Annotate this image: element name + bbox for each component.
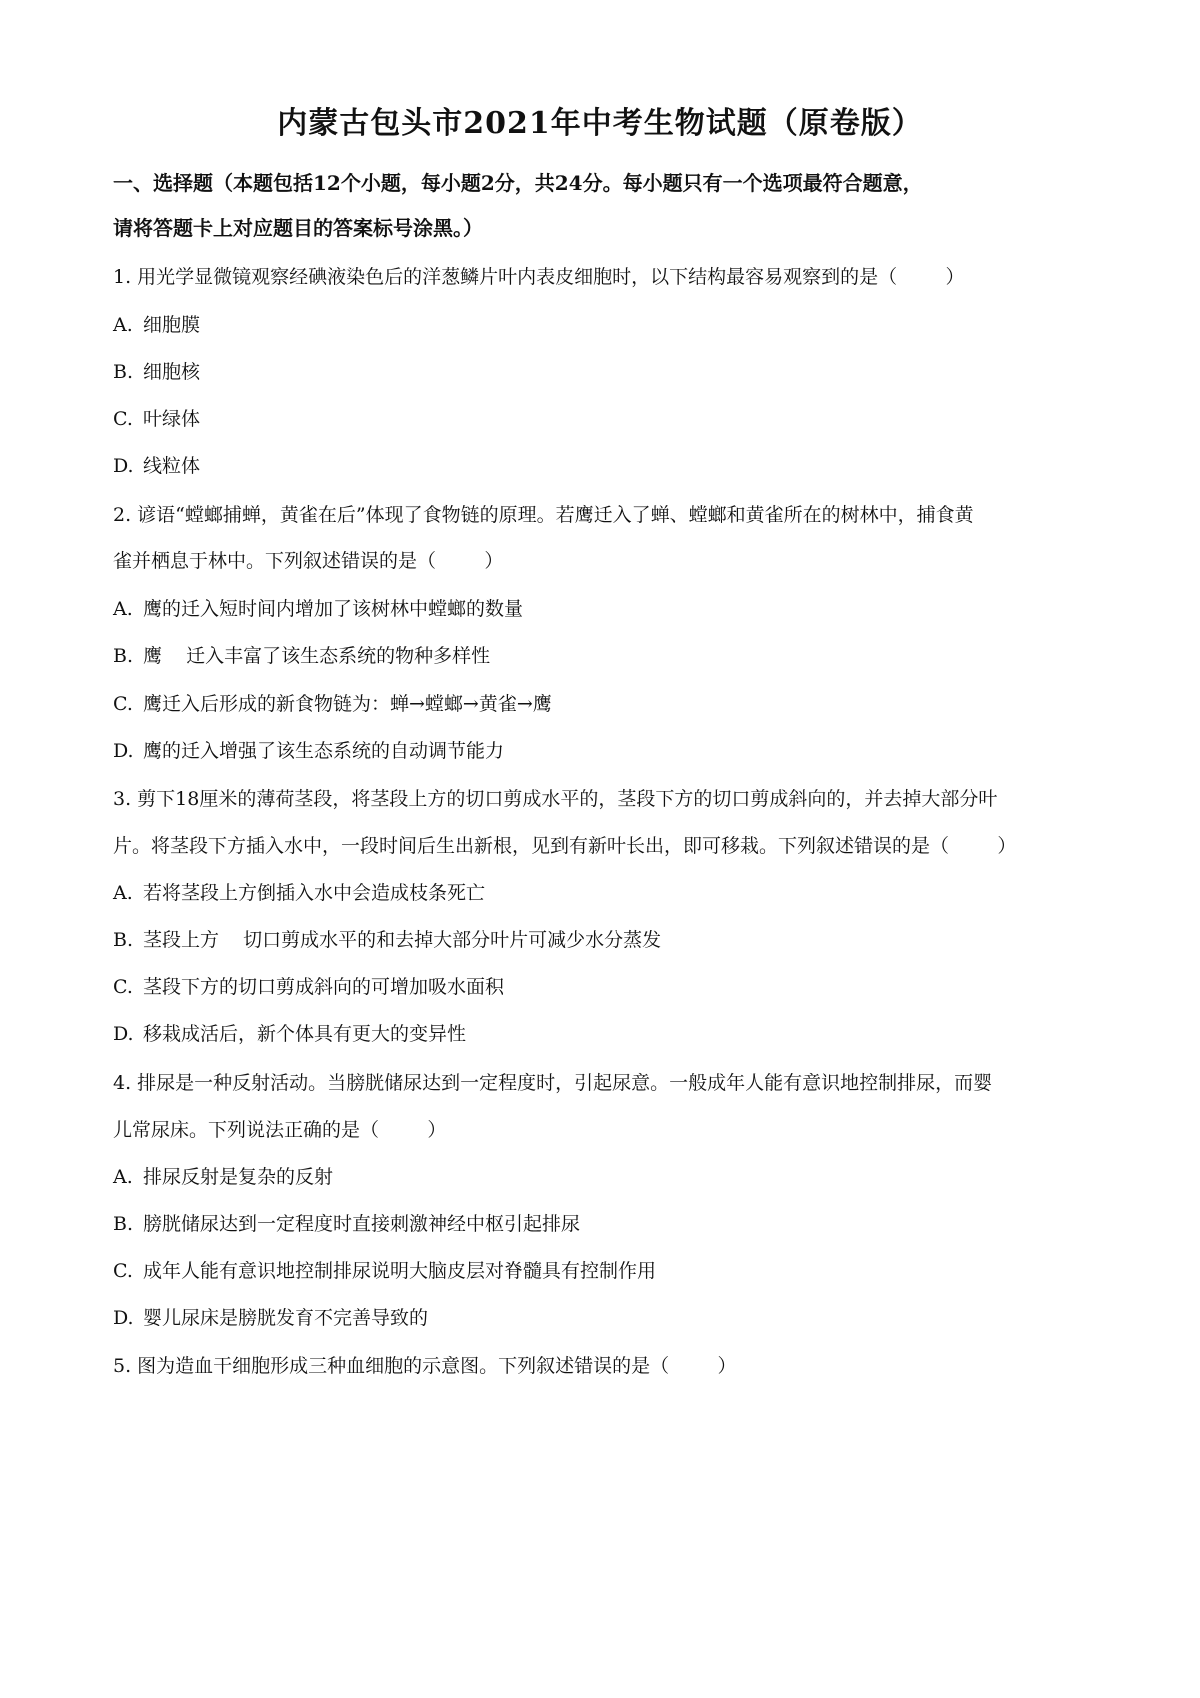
option-text: 鹰的迁入短时间内增加了该树林中螳螂的数量 [143,598,524,620]
question-2-stem-line-2: 雀并栖息于林中。下列叙述错误的是（ ） [113,550,504,572]
option-text: 细胞核 [143,361,201,383]
option-text: 茎段上方 切口剪成水平的和去掉大部分叶片可减少水分蒸发 [143,929,662,951]
question-4-option-a [113,1162,1113,1189]
question-2-option-b [113,641,1113,668]
option-letter: A. [113,314,133,336]
question-4-option-b [113,1209,1113,1236]
question-3-stem-line-2: 片。将茎段下方插入水中，一段时间后生出新根，见到有新叶长出，即可移栽。下列叙述错误的是（ ） [113,835,1017,857]
option-letter: C. [113,408,133,430]
option-text: 鹰迁入后形成的新食物链为：蝉→螳螂→黄雀→鹰 [143,693,552,715]
option-text: 茎段下方的切口剪成斜向的可增加吸水面积 [143,976,505,998]
option-text: 排尿反射是复杂的反射 [143,1166,334,1188]
option-letter: C. [113,1260,133,1282]
option-letter: D. [113,740,134,762]
question-2-stem-line-1: 2. 谚语“螳螂捕蝉，黄雀在后”体现了食物链的原理。若鹰迁入了蝉、螳螂和黄雀所在的树林中，捕食黄 [113,504,974,526]
question-3-option-a [113,878,1113,905]
option-text: 线粒体 [143,455,201,477]
question-5-stem: 5. 图为造血干细胞形成三种血细胞的示意图。下列叙述错误的是（ ） [113,1355,737,1377]
option-letter: C. [113,976,133,998]
option-text: 若将茎段上方倒插入水中会造成枝条死亡 [143,882,486,904]
question-1-option-a [113,310,1113,337]
question-2-option-c [113,689,1113,716]
option-text: 鹰的迁入增强了该生态系统的自动调节能力 [143,740,505,762]
option-letter: B. [113,929,134,951]
option-letter: A. [113,1166,133,1188]
section-heading-line-1: 一、选择题（本题包括12个小题，每小题2分，共24分。每小题只有一个选项最符合题意， [113,171,923,195]
section-heading-line-2: 请将答题卡上对应题目的答案标号涂黑。） [113,216,483,240]
option-text: 移栽成活后，新个体具有更大的变异性 [143,1023,467,1045]
option-letter: D. [113,455,134,477]
question-4-option-d [113,1303,1113,1330]
question-3-option-b [113,925,1113,952]
option-letter: B. [113,361,134,383]
option-letter: B. [113,1213,134,1235]
option-letter: C. [113,693,133,715]
question-1-option-c [113,404,1113,431]
question-2-option-d [113,736,1113,763]
question-3-option-c [113,972,1113,999]
option-letter: B. [113,645,134,667]
question-3-stem-line-1: 3. 剪下18厘米的薄荷茎段，将茎段上方的切口剪成水平的，茎段下方的切口剪成斜向的，并去掉大部分叶 [113,788,998,810]
option-text: 婴儿尿床是膀胱发育不完善导致的 [143,1307,429,1329]
option-letter: A. [113,598,133,620]
option-letter: D. [113,1307,134,1329]
option-text: 膀胱储尿达到一定程度时直接刺激神经中枢引起排尿 [143,1213,581,1235]
question-1-option-d [113,451,1113,478]
option-text: 叶绿体 [143,408,201,430]
option-letter: A. [113,882,133,904]
option-text: 鹰 迁入丰富了该生态系统的物种多样性 [143,645,491,667]
question-2-option-a [113,594,1113,621]
option-letter: D. [113,1023,134,1045]
question-3-option-d [113,1019,1113,1046]
option-text: 成年人能有意识地控制排尿说明大脑皮层对脊髓具有控制作用 [143,1260,657,1282]
page-title: 内蒙古包头市2021年中考生物试题（原卷版） [277,106,923,141]
question-1-stem: 1. 用光学显微镜观察经碘液染色后的洋葱鳞片叶内表皮细胞时，以下结构最容易观察到的是（ ） [113,266,965,288]
option-text: 细胞膜 [143,314,201,336]
question-4-option-c [113,1256,1113,1283]
question-4-stem-line-2: 儿常尿床。下列说法正确的是（ ） [113,1119,447,1141]
question-4-stem-line-1: 4. 排尿是一种反射活动。当膀胱储尿达到一定程度时，引起尿意。一般成年人能有意识地控制排尿，而婴 [113,1072,993,1094]
question-1-option-b [113,357,1113,384]
